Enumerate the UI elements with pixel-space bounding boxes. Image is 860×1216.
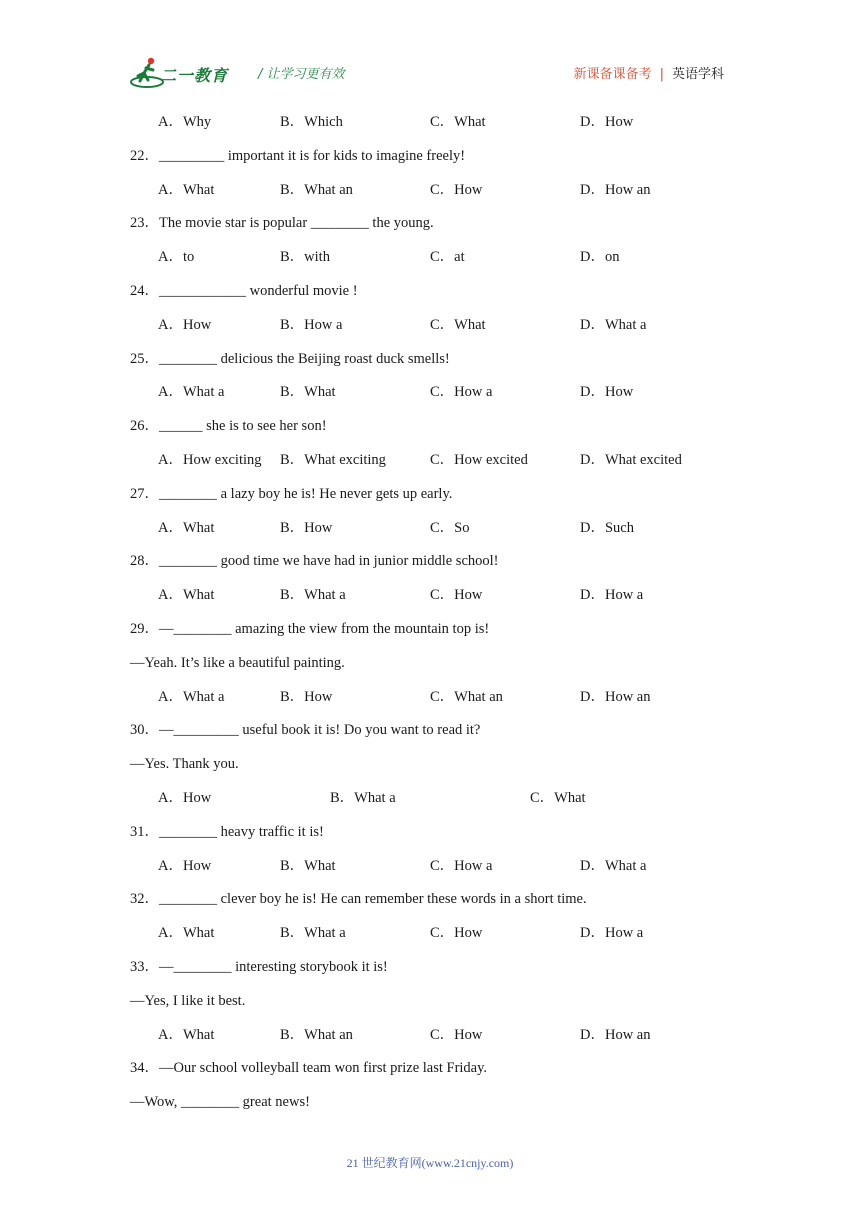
answer-option: A．What a	[158, 384, 225, 401]
question-text: 32．________ clever boy he is! He can remember these words in a short time.	[130, 891, 587, 908]
question-text: —Yes, I like it best.	[130, 992, 246, 1009]
answer-option: B．with	[280, 249, 330, 266]
answer-option: D．on	[580, 249, 620, 266]
question-text: 27．________ a lazy boy he is! He never gets up early.	[130, 485, 453, 502]
answer-option: D．What a	[580, 857, 647, 874]
question-text: 29．—________ amazing the view from the mountain top is!	[130, 621, 490, 637]
answer-option: D．How a	[580, 925, 644, 942]
page-header	[130, 56, 730, 92]
answer-option: D．How an	[580, 1026, 651, 1043]
question-text: 30．—_________ useful book it is! Do you want to read it?	[130, 722, 481, 739]
answer-option: A．What	[158, 519, 215, 536]
answer-option: D．What excited	[580, 452, 682, 468]
question-text: —Wow, ________ great news!	[130, 1094, 310, 1111]
answer-option: A．How exciting	[158, 452, 262, 468]
answer-option: B．What a	[280, 925, 346, 942]
question-text: 26．______ she is to see her son!	[130, 418, 327, 435]
answer-option: D．How an	[580, 688, 651, 705]
question-text: 34．—Our school volleyball team won first prize last Friday.	[130, 1060, 488, 1077]
answer-option: A．Why	[158, 114, 212, 130]
answer-option: B．How a	[280, 316, 343, 333]
footer: 21 世纪教育网(www.21cnjy.com)	[346, 1156, 514, 1170]
answer-option: D．How an	[580, 181, 651, 198]
answer-option: A．to	[158, 249, 195, 266]
header-right	[574, 63, 724, 82]
answer-option: B．What a	[330, 790, 396, 806]
question-text: —Yes. Thank you.	[130, 756, 239, 773]
answer-option: B．How	[280, 519, 333, 536]
answer-option: A．What	[158, 1026, 215, 1043]
answer-option: B．What	[280, 384, 336, 401]
answer-option: B．What exciting	[280, 452, 386, 468]
answer-option: B．What an	[280, 181, 353, 198]
answer-option: C．So	[430, 519, 470, 536]
answer-option: A．How	[158, 790, 212, 806]
answer-option: D．How	[580, 384, 634, 401]
answer-option: D．How a	[580, 587, 644, 604]
answer-option: C．How a	[430, 384, 493, 401]
answer-option: C．How a	[430, 857, 493, 874]
runner-logo-icon	[130, 56, 164, 90]
answer-option: A．How	[158, 857, 212, 874]
answer-option: A．What	[158, 925, 215, 942]
answer-option: D．How	[580, 114, 634, 130]
answer-option: C．How	[430, 587, 483, 604]
answer-option: D．What a	[580, 316, 647, 333]
logo	[130, 56, 238, 90]
answer-option: A．How	[158, 316, 212, 333]
question-text: 33．—________ interesting storybook it is!	[130, 959, 388, 975]
answer-option: A．What	[158, 587, 215, 604]
answer-option: B．Which	[280, 114, 343, 130]
answer-option: C．How	[430, 925, 483, 942]
question-text: 25．________ delicious the Beijing roast duck smells!	[130, 350, 450, 367]
slogan: / 让学习更有效	[258, 67, 345, 82]
question-text: 28．________ good time we have had in junior middle school!	[130, 553, 499, 570]
answer-option: D．Such	[580, 519, 634, 536]
header-tagline: 新课备课备考	[573, 67, 652, 82]
answer-option: B．What a	[280, 587, 346, 604]
question-text: —Yeah. It’s like a beautiful painting.	[130, 654, 345, 671]
answer-option: C．What	[530, 790, 586, 806]
answer-option: A．What a	[158, 688, 225, 705]
answer-option: B．What an	[280, 1026, 353, 1043]
answer-option: B．How	[280, 688, 333, 705]
question-text: 24．____________ wonderful movie !	[130, 283, 358, 299]
question-text: 31．________ heavy traffic it is!	[130, 823, 324, 840]
answer-option: B．What	[280, 857, 336, 874]
answer-option: C．How	[430, 181, 483, 198]
question-text: 23．The movie star is popular ________ the young.	[130, 215, 434, 232]
answer-option: A．What	[158, 181, 215, 198]
answer-option: C．How excited	[430, 452, 528, 468]
question-text: 22．_________ important it is for kids to imagine freely!	[130, 147, 466, 164]
answer-option: C．What	[430, 316, 486, 333]
header-separator: |	[659, 67, 664, 82]
logo-text: 二一教育	[160, 66, 229, 85]
answer-option: C．at	[430, 249, 465, 266]
header-subject: 英语学科	[671, 67, 724, 82]
answer-option: C．How	[430, 1026, 483, 1043]
answer-option: C．What	[430, 114, 486, 130]
answer-option: C．What an	[430, 688, 503, 705]
